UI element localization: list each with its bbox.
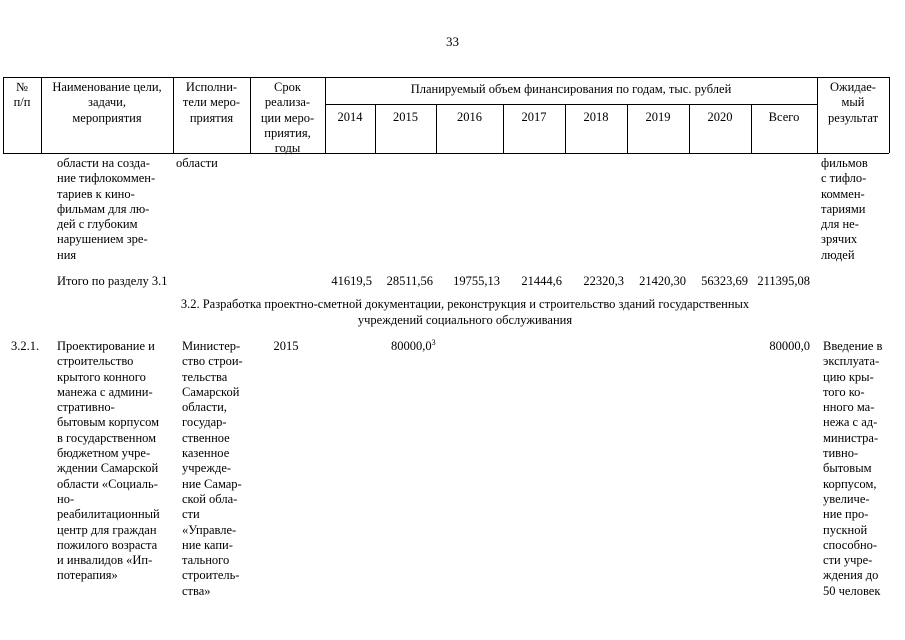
header-result: Ожидае- мый результат bbox=[827, 80, 879, 125]
total-all: 211395,08 bbox=[757, 274, 810, 288]
total-2019: 21420,30 bbox=[639, 274, 686, 288]
row-321-footnote-mark: 3 bbox=[431, 337, 436, 347]
row-321-value-2015 bbox=[391, 339, 436, 354]
row-321-total: 80000,0 bbox=[769, 339, 810, 353]
header-year-2016: 2016 bbox=[457, 110, 482, 124]
total-2020: 56323,69 bbox=[701, 274, 748, 288]
section-heading-line2: учреждений социального обслуживания bbox=[357, 313, 573, 327]
total-2017: 21444,6 bbox=[521, 274, 562, 288]
header-name: Наименование цели, задачи, мероприятия bbox=[52, 80, 162, 125]
total-2016: 19755,13 bbox=[453, 274, 500, 288]
cont-row-result: фильмов с тифло- коммен- тариями для не- зрячих людей bbox=[821, 156, 868, 262]
cont-row-executor: области bbox=[176, 156, 218, 170]
header-year-2015: 2015 bbox=[393, 110, 418, 124]
total-2014: 41619,5 bbox=[331, 274, 372, 288]
page-number: 33 bbox=[446, 34, 459, 49]
header-year-2018: 2018 bbox=[583, 110, 609, 124]
row-321-value-2015-number: 80000,0 bbox=[391, 339, 432, 353]
total-2018: 22320,3 bbox=[583, 274, 624, 288]
row-321-result: Введение в эксплуата- цию кры- того ко- нного ма- нежа с ад- министра- тивно- бытовым корпусом, увеличе- ние про- пускной способно- сти учре- ждения до 50 человек bbox=[823, 339, 883, 598]
header-year-2020: 2020 bbox=[707, 110, 733, 124]
header-year-2017: 2017 bbox=[521, 110, 547, 124]
header-num: № п/п bbox=[13, 80, 31, 110]
header-executors: Исполни- тели меро- приятия bbox=[182, 80, 241, 125]
row-321-num: 3.2.1. bbox=[11, 339, 40, 353]
cont-row-name: области на созда- ние тифлокоммен- тариев к кино- фильмам для лю- дей с глубоким нарушением зре- ния bbox=[57, 156, 156, 262]
header-term: Срок реализа- ции меро- приятия, годы bbox=[260, 80, 315, 156]
total-2015: 28511,56 bbox=[386, 274, 433, 288]
total-row-label: Итого по разделу 3.1 bbox=[57, 274, 168, 288]
row-321-executor: Министер- ство строи- тельства Самарской области, государ- ственное казенное учрежде- ние Самар- ской обла- сти «Управле- ние капи- тального строитель- ства» bbox=[182, 339, 243, 598]
header-year-2014: 2014 bbox=[337, 110, 363, 124]
row-321-term: 2015 bbox=[273, 339, 299, 353]
header-year-total: Всего bbox=[768, 110, 800, 124]
header-funding-title: Планируемый объем финансирования по годам, тыс. рублей bbox=[410, 82, 732, 96]
header-year-2019: 2019 bbox=[645, 110, 671, 124]
section-heading-line1: 3.2. Разработка проектно-сметной документации, реконструкция и строительство зданий государственных bbox=[180, 297, 750, 311]
row-321-name: Проектирование и строительство крытого конного манежа с админи- стративно- бытовым корпусом в государственном бюджетном учре- ждении Самарской области «Социаль- но- реабилитационный центр для граждан пожилого возраста и инвалидов «Ип- потерапия» bbox=[57, 339, 160, 583]
